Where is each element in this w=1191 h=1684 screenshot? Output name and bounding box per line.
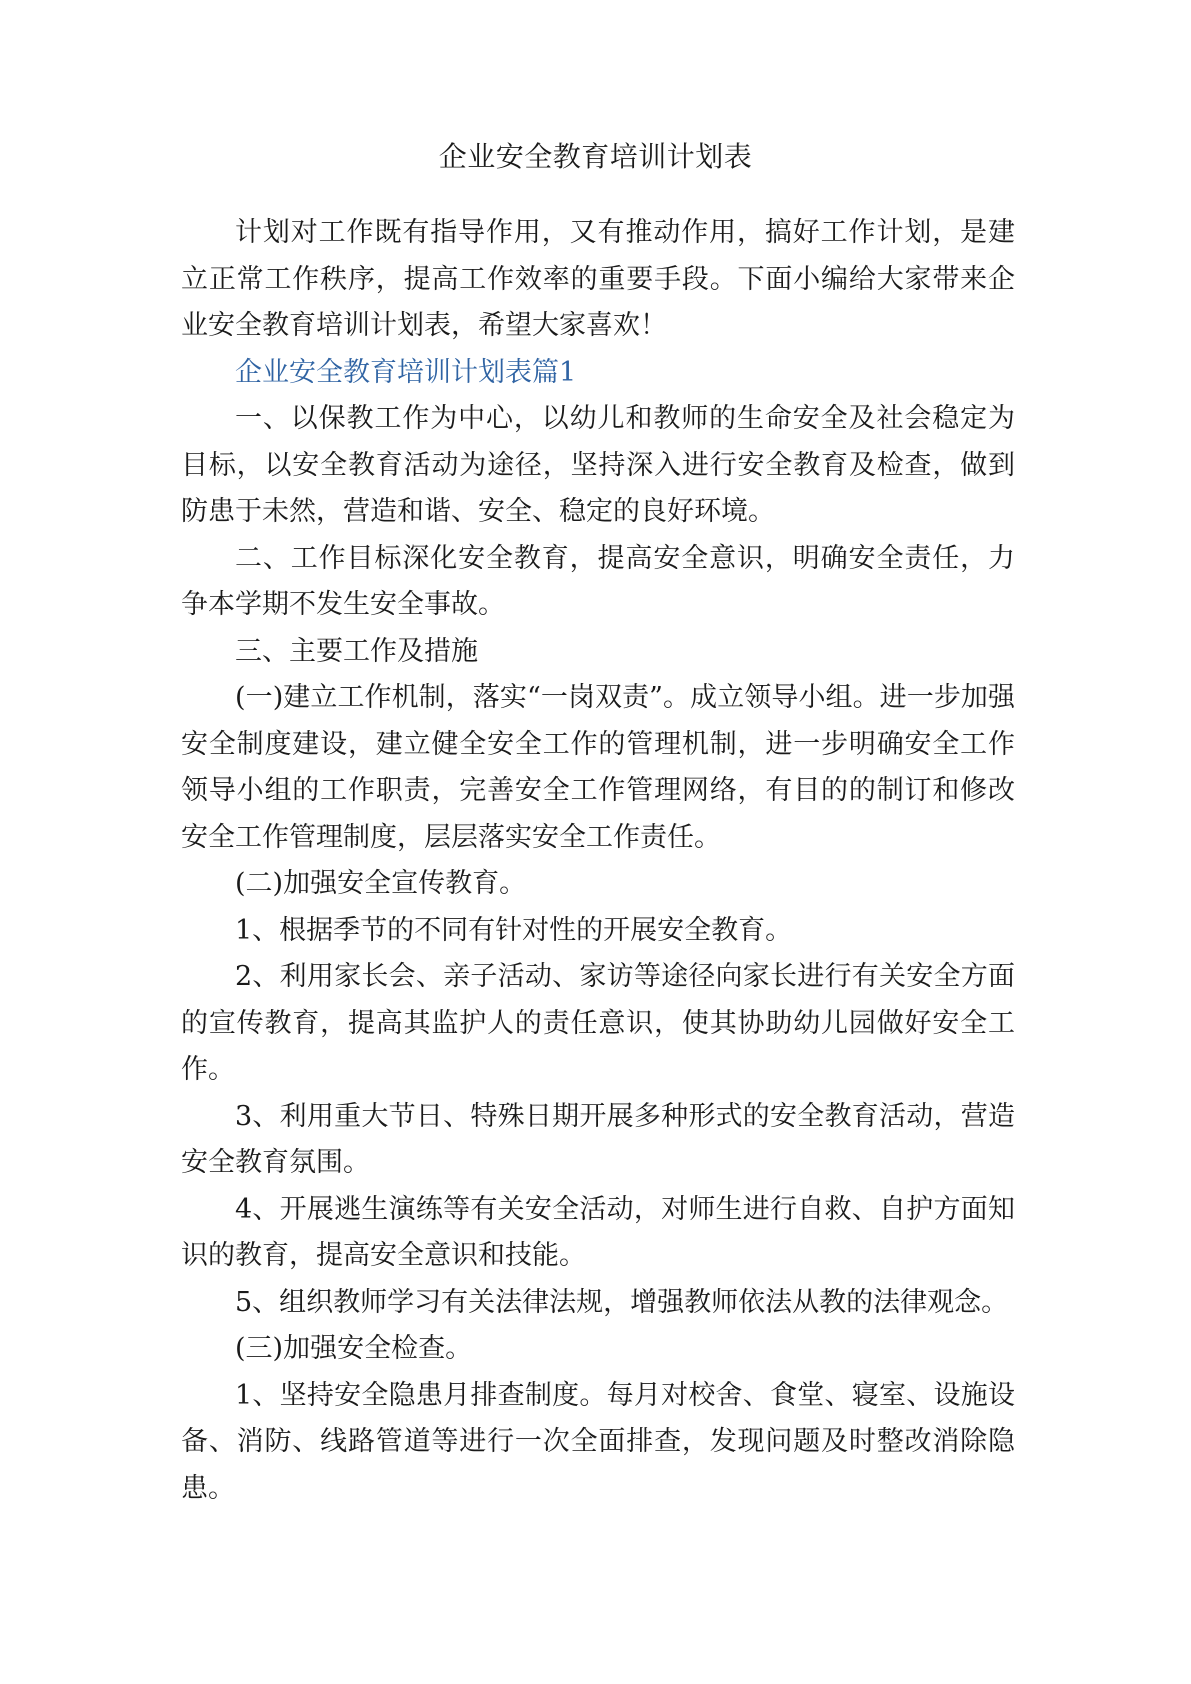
paragraph-objective: 二、工作目标深化安全教育，提高安全意识，明确安全责任，力争本学期不发生安全事故。 <box>181 542 1015 620</box>
document-title: 企业安全教育培训计划表 <box>438 140 753 173</box>
paragraph-goal: 一、以保教工作为中心，以幼儿和教师的生命安全及社会稳定为目标，以安全教育活动为途径，坚持深入进行安全教育及检查，做到防患于未然，营造和谐、安全、稳定的良好环境。 <box>181 403 1015 527</box>
list-item-holidays: 3、利用重大节日、特殊日期开展多种形式的安全教育活动，营造安全教育氛围。 <box>181 1100 1015 1178</box>
list-item-drills: 4、开展逃生演练等有关安全活动，对师生进行自救、自护方面知识的教育，提高安全意识和技能。 <box>181 1193 1015 1271</box>
section-heading: 企业安全教育培训计划表篇1 <box>235 356 577 388</box>
list-item-season: 1、根据季节的不同有针对性的开展安全教育。 <box>235 914 793 946</box>
document-body <box>181 210 1015 1512</box>
paragraph-mechanism: (一)建立工作机制，落实“一岗双责”。成立领导小组。进一步加强安全制度建设，建立健全安全工作的管理机制，进一步明确安全工作领导小组的工作职责，完善安全工作管理网络，有目的的制订和修改安全工作管理制度，层层落实安全工作责任。 <box>181 682 1015 853</box>
list-item-parents: 2、利用家长会、亲子活动、家访等途径向家长进行有关安全方面的宣传教育，提高其监护人的责任意识，使其协助幼儿园做好安全工作。 <box>181 961 1015 1085</box>
list-item-law: 5、组织教师学习有关法律法规，增强教师依法从教的法律观念。 <box>235 1286 1009 1318</box>
paragraph-publicity-heading: (二)加强安全宣传教育。 <box>235 868 527 899</box>
intro-paragraph: 计划对工作既有指导作用，又有推动作用，搞好工作计划，是建立正常工作秩序，提高工作效率的重要手段。下面小编给大家带来企业安全教育培训计划表，希望大家喜欢！ <box>181 217 1015 341</box>
paragraph-inspection-heading: (三)加强安全检查。 <box>235 1333 473 1364</box>
paragraph-measures-heading: 三、主要工作及措施 <box>235 635 478 667</box>
list-item-monthly-check: 1、坚持安全隐患月排查制度。每月对校舍、食堂、寝室、设施设备、消防、线路管道等进行一次全面排查，发现问题及时整改消除隐患。 <box>181 1379 1015 1504</box>
